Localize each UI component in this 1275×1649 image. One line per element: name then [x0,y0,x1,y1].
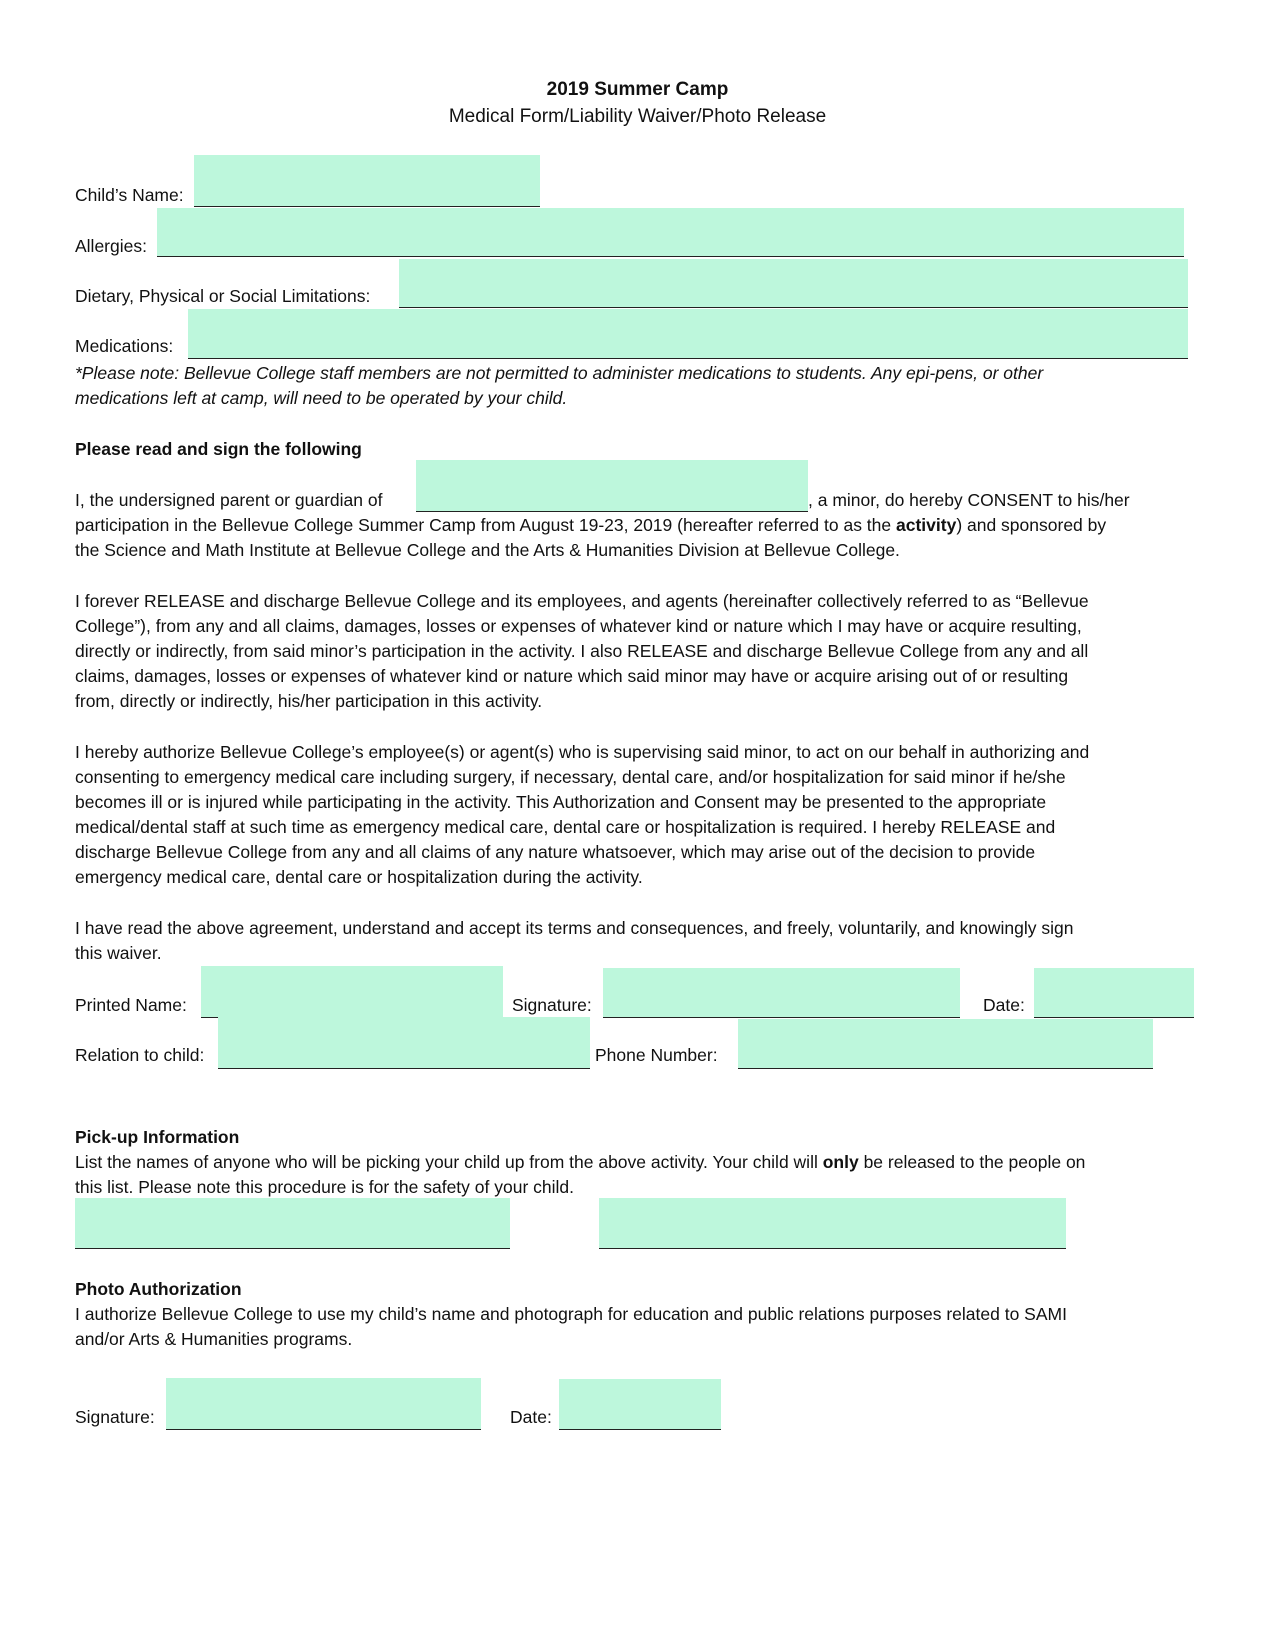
limitations-field[interactable] [399,259,1188,308]
pickup-line [75,1150,1205,1176]
authorize-line: I hereby authorize Bellevue College’s employee(s) or agent(s) who is supervising said minor, to act on our behalf in authorizing and [75,742,1090,762]
photo-heading: Photo Authorization [75,1279,242,1299]
child-name-label: Child’s Name: [75,185,184,205]
printed-name-label: Printed Name: [75,995,187,1015]
consent-line: the Science and Math Institute at Bellevue College and the Arts & Humanities Division at Bellevue College. [75,540,900,560]
photo-line: and/or Arts & Humanities programs. [75,1329,353,1349]
photo-signature-label: Signature: [75,1407,155,1427]
phone-field[interactable] [738,1019,1153,1069]
authorize-line: becomes ill or is injured while participating in the activity. This Authorization and Consent may be presented to the appropriate [75,792,1047,812]
medications-field[interactable] [188,309,1188,359]
medications-label: Medications: [75,336,174,356]
allergies-field[interactable] [157,208,1184,257]
photo-date-label: Date: [510,1407,552,1427]
release-line: from, directly or indirectly, his/her participation in this activity. [75,691,543,711]
only-term: only [822,1152,859,1172]
consent-text: ) and sponsored by [956,515,1107,535]
medication-note-line: *Please note: Bellevue College staff members are not permitted to administer medications to students. Any epi-pens, or other [75,363,1044,383]
pickup-name-field-1[interactable] [75,1198,510,1249]
authorize-line: emergency medical care, dental care or hospitalization during the activity. [75,867,643,887]
date-field[interactable] [1034,968,1194,1018]
authorize-line: medical/dental staff at such time as emergency medical care, dental care or hospitalization is required. I hereby RELEASE and [75,817,1056,837]
agree-line: I have read the above agreement, understand and accept its terms and consequences, and freely, voluntarily, and knowingly sign [75,918,1074,938]
pickup-name-field-2[interactable] [599,1198,1066,1249]
photo-date-field[interactable] [559,1379,721,1430]
release-line: claims, damages, losses or expenses of whatever kind or nature which said minor may have or acquire arising out of or resulting [75,666,1069,686]
consent-prefix: I, the undersigned parent or guardian of [75,490,383,510]
pickup-text: List the names of anyone who will be picking your child up from the above activity. Your child will [75,1152,823,1172]
relation-label: Relation to child: [75,1045,205,1065]
agree-line: this waiver. [75,943,162,963]
activity-term: activity [896,515,957,535]
pickup-line: this list. Please note this procedure is for the safety of your child. [75,1177,574,1197]
page-subtitle: Medical Form/Liability Waiver/Photo Release [448,106,827,127]
minor-name-field[interactable] [416,460,808,512]
release-line: directly or indirectly, from said minor’s participation in the activity. I also RELEASE and discharge Bellevue College from any and all [75,641,1089,661]
authorize-line: consenting to emergency medical care including surgery, if necessary, dental care, and/or hospitalization for said minor if he/she [75,767,1066,787]
limitations-label: Dietary, Physical or Social Limitations: [75,286,371,306]
consent-line [75,513,1205,539]
allergies-label: Allergies: [75,236,147,256]
signature-field[interactable] [603,968,960,1018]
medication-note-line: medications left at camp, will need to be operated by your child. [75,388,568,408]
child-name-field[interactable] [194,155,540,207]
phone-label: Phone Number: [595,1045,718,1065]
signature-label: Signature: [512,995,592,1015]
photo-signature-field[interactable] [166,1378,481,1430]
pickup-text: be released to the people on [858,1152,1086,1172]
release-line: College”), from any and all claims, damages, losses or expenses of whatever kind or nature which I may have or acquire resulting, [75,616,1082,636]
pickup-heading: Pick-up Information [75,1127,240,1147]
relation-field[interactable] [218,1017,590,1069]
photo-line: I authorize Bellevue College to use my child’s name and photograph for education and public relations purposes related to SAMI [75,1304,1067,1324]
release-line: I forever RELEASE and discharge Bellevue College and its employees, and agents (hereinafter collectively referred to as “Bellevue [75,591,1089,611]
date-label: Date: [983,995,1025,1015]
consent-suffix: , a minor, do hereby CONSENT to his/her [808,490,1130,510]
printed-name-field[interactable] [201,966,503,1018]
authorize-line: discharge Bellevue College from any and all claims of any nature whatsoever, which may arise out of the decision to provide [75,842,1036,862]
waiver-heading: Please read and sign the following [75,439,362,459]
page-title: 2019 Summer Camp [546,79,729,100]
consent-text: participation in the Bellevue College Summer Camp from August 19-23, 2019 (hereafter referred to as the [75,515,896,535]
